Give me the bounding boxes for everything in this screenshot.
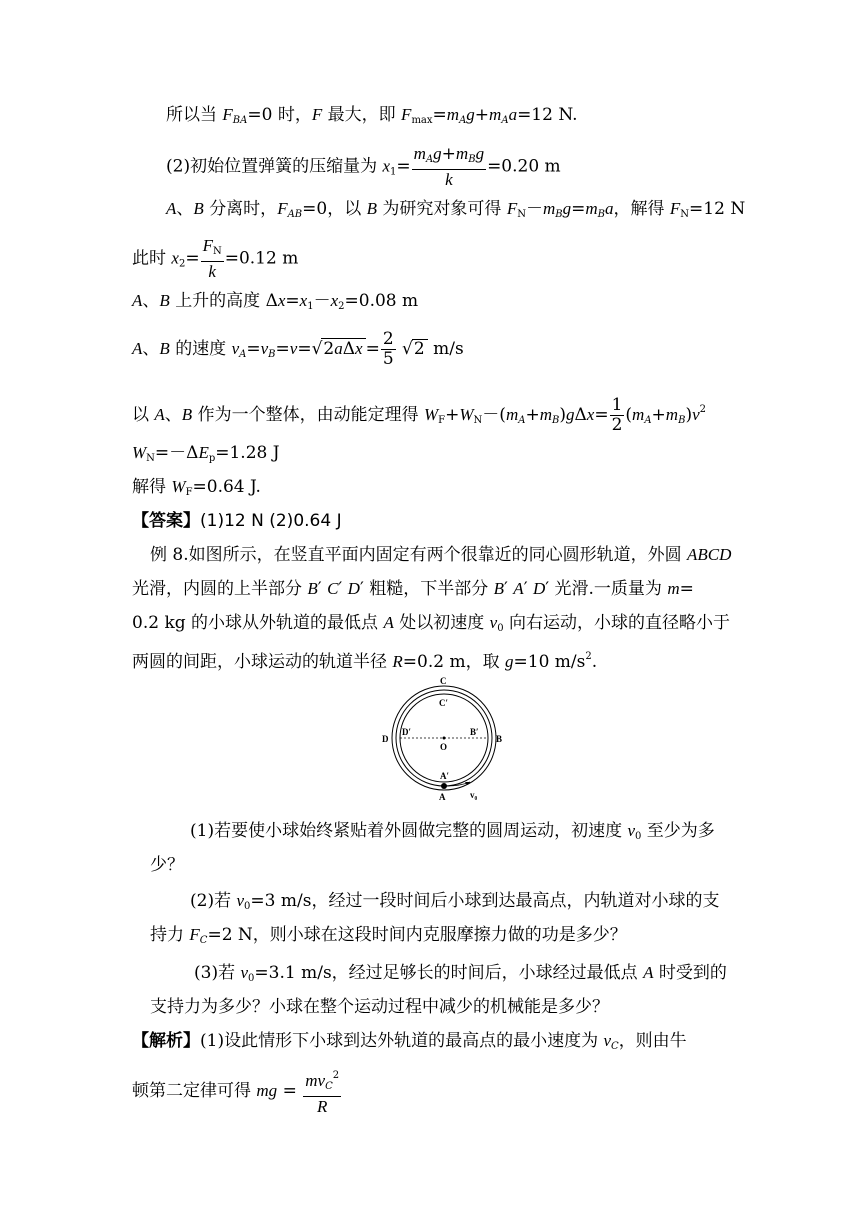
question-3-line-1: (3)若 $v_0=3.1$ m/s，经过足够长的时间后，小球经过最低点 A 时受到的 <box>194 963 727 984</box>
text: 所以当 <box>166 105 223 125</box>
text: =3.1 m/s，经过足够长的时间后，小球经过最低点 <box>254 963 644 983</box>
label-B: B <box>496 734 503 744</box>
text: =0 时， <box>247 105 312 125</box>
label-D: D <box>382 734 389 744</box>
text: 作为一个整体，由动能定理得 <box>192 405 424 425</box>
text: (1)若要使小球始终紧贴着外圆做完整的圆周运动，初速度 <box>190 821 628 841</box>
text: (3)若 <box>194 963 241 983</box>
example-8-line-2: 光滑，内圆的上半部分 B′ C′ D′ 粗糙，下半部分 B′ A′ D′ 光滑.一质量为 m= <box>132 579 694 599</box>
solution-part-1-line-2: 顿第二定律可得 mg = $\frac{mv_C^2}{R}$ <box>132 1066 342 1117</box>
text: =10 m/s <box>513 652 586 672</box>
answer-text: (1)12 N (2)0.64 J <box>200 511 342 531</box>
label-C: C <box>440 676 447 686</box>
text: 少？ <box>150 855 184 875</box>
text: 分离时， <box>209 199 278 219</box>
question-2-line-1: (2)若 $v_0=3$ m/s，经过一段时间后小球到达最高点，内轨道对小球的支 <box>190 891 720 912</box>
center-point <box>443 737 446 740</box>
text: 两圆的间距，小球运动的轨道半径 <box>132 652 393 672</box>
text: =3 m/s，经过一段时间后小球到达最高点，内轨道对小球的支 <box>250 891 720 911</box>
text: ，解得 <box>613 199 670 219</box>
solution-label: 【解析】 <box>132 1031 200 1051</box>
label-A: A <box>439 792 446 802</box>
solution-line-9: 解得 $W_F=0.64$ J. <box>132 477 261 498</box>
fraction: $\frac{m_Ag+m_Bg}{k}$ <box>413 144 485 189</box>
text: (2)若 <box>190 891 237 911</box>
answer-label: 【答案】 <box>132 511 200 531</box>
text: 持力 <box>150 925 190 945</box>
label-O: O <box>440 742 448 752</box>
text: =－Δ <box>154 443 199 463</box>
text: =12 N <box>689 199 746 219</box>
text: =1.28 J <box>215 443 280 463</box>
label-v0: v₀ <box>470 790 478 800</box>
text: 以 <box>132 405 155 425</box>
question-1-line-2 <box>150 854 184 876</box>
text: 至少为多 <box>641 821 715 841</box>
label-D-prime: D′ <box>402 727 412 737</box>
text: 顿第二定律可得 <box>132 1081 257 1101</box>
solution-line-8: $W_N=-\Delta E_p=1.28$ J <box>132 443 280 464</box>
fraction: $\frac{1}{2}$ <box>611 395 623 435</box>
solution-line-2: (2)初始位置弹簧的压缩量为 $x_1=$ $\frac{m_Ag+m_Bg}{k}$ =0.20 m <box>166 144 561 189</box>
text: 粗糙，下半部分 <box>363 579 494 599</box>
solution-line-5: A、B 上升的高度 $\Delta x=x_1-x_2=0.08$ m <box>132 291 419 312</box>
example-8-line-4: 两圆的间距，小球运动的轨道半径 R=0.2 m，取 g=10 $m/s^2$. <box>132 651 598 672</box>
text: 例 8.如图所示，在竖直平面内固定有两个很靠近的同心圆形轨道，外圆 <box>150 545 688 565</box>
solution-line-4: 此时 $x_2=$ $\frac{F_N}{k}$ =0.12 m <box>132 236 299 281</box>
ball <box>441 783 447 789</box>
text: =0.08 m <box>344 291 419 311</box>
text: =0，以 <box>302 199 367 219</box>
example-8-line-1: 例 8.如图所示，在竖直平面内固定有两个很靠近的同心圆形轨道，外圆 ABCD <box>150 545 732 565</box>
text: =0.12 m <box>224 248 299 269</box>
label-C-prime: C′ <box>439 698 449 708</box>
text: =0.64 J. <box>192 477 261 497</box>
text: 此时 <box>132 248 172 269</box>
text: 向右运动，小球的直径略小于 <box>503 613 730 633</box>
question-1-line-1: (1)若要使小球始终紧贴着外圆做完整的圆周运动，初速度 $v_0$ 至少为多 <box>190 821 715 842</box>
question-3-line-2 <box>150 996 609 1018</box>
text: 0.2 kg 的小球从外轨道的最低点 <box>132 613 384 633</box>
example-8-line-3: 0.2 kg 的小球从外轨道的最低点 A 处以初速度 $v_0$ 向右运动，小球的直径略小于 <box>132 613 730 634</box>
solution-line-1: 所以当 $F_{BA}=0$ 时，F 最大，即 $F_{max}=m_Ag+m_Aa=12$ N. <box>166 105 578 126</box>
text: 光滑.一质量为 <box>549 579 668 599</box>
text: =0.20 m <box>487 156 561 177</box>
text: 上升的高度 Δ <box>175 291 278 311</box>
text: (1)设此情形下小球到达外轨道的最高点的最小速度为 <box>200 1031 604 1051</box>
solution-line-3: A、B 分离时，$F_{AB}=0$，以 B 为研究对象可得 $F_N-m_Bg=m_Ba$，解得 $F_N=12$ N <box>166 199 746 220</box>
label-A-prime: A′ <box>440 771 450 781</box>
text: 时受到的 <box>653 963 727 983</box>
text: m/s <box>433 339 464 359</box>
text: 解得 <box>132 477 172 497</box>
text: =2 N，则小球在这段时间内克服摩擦力做的功是多少？ <box>207 925 627 945</box>
text: =0.2 m，取 <box>402 652 506 672</box>
concentric-track-diagram <box>378 676 510 804</box>
fraction: $\frac{F_N}{k}$ <box>202 236 222 281</box>
label-B-prime: B′ <box>470 727 479 737</box>
text: 最大，即 <box>322 105 402 125</box>
solution-part-1-line-1: 【解析】(1)设此情形下小球到达外轨道的最高点的最小速度为 $v_C$，则由牛 <box>132 1031 687 1052</box>
text: 支持力为多少？小球在整个运动过程中减少的机械能是多少？ <box>150 997 609 1017</box>
fraction: $\frac{2}{5}$ <box>382 329 394 369</box>
text: ，则由牛 <box>618 1031 687 1051</box>
text: 光滑，内圆的上半部分 <box>132 579 308 599</box>
fraction: $\frac{mv_C^2}{R}$ <box>303 1066 341 1117</box>
text: (2)初始位置弹簧的压缩量为 <box>166 156 383 177</box>
text: =12 N. <box>517 105 578 125</box>
text: 处以初速度 <box>393 613 490 633</box>
solution-line-7: 以 A、B 作为一个整体，由动能定理得 $W_F+W_N-(m_A+m_B)g\Delta x=$ $\frac{1}{2}$ $(m_A+m_B)v^2$ <box>132 395 706 435</box>
solution-line-6: A、B 的速度 $v_A=v_B=v=√2a\Delta x$ = $\frac{2}{5}$ √2 m/s <box>132 329 464 369</box>
text: 为研究对象可得 <box>377 199 507 219</box>
answer-line <box>132 510 342 532</box>
question-2-line-2: 持力 $F_C=2$ N，则小球在这段时间内克服摩擦力做的功是多少？ <box>150 925 627 946</box>
text: 的速度 <box>175 339 232 359</box>
